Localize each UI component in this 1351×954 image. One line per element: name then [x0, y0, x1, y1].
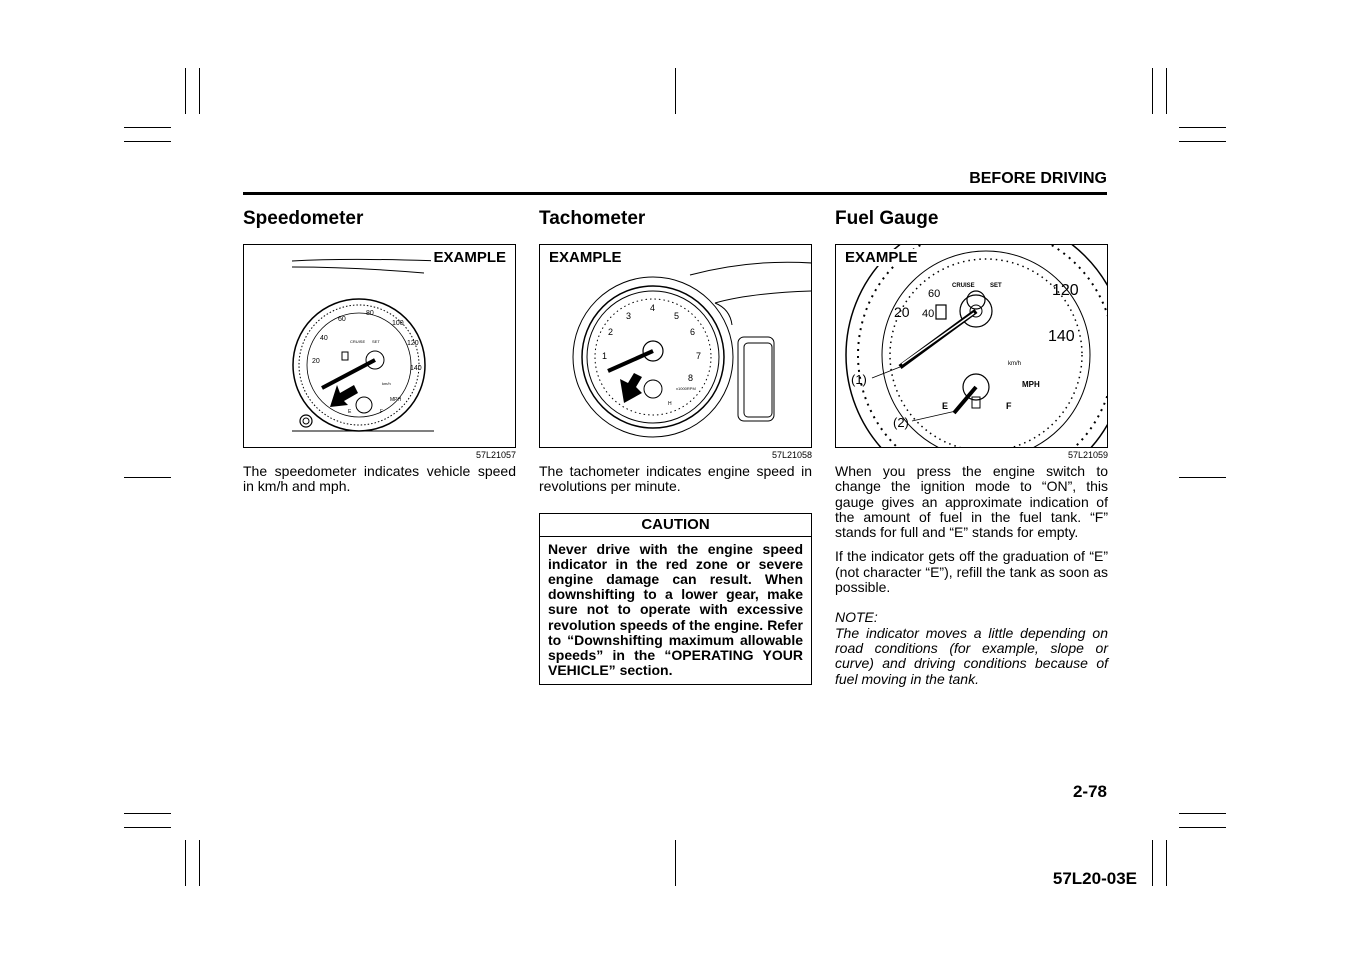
speed-tick-80: 80 [366, 310, 374, 317]
speedometer-illustration [244, 245, 516, 448]
rpm-tick-8: 8 [688, 373, 694, 383]
full-label: F [1006, 401, 1012, 411]
note-label: NOTE: [835, 609, 878, 626]
document-code: 57L20-03E [1052, 869, 1137, 888]
example-label: EXAMPLE [845, 249, 918, 266]
hot-label: H [668, 401, 672, 407]
kmh-label: km/h [382, 381, 391, 386]
crop-mark [1152, 840, 1153, 886]
example-label: EXAMPLE [433, 249, 506, 266]
speed-tick-40: 40 [320, 335, 328, 342]
crop-mark [124, 141, 171, 142]
fuel-gauge-section [835, 206, 1108, 687]
rpm-tick-7: 7 [696, 351, 702, 361]
mph-label: MPH [390, 397, 402, 403]
rpm-tick-1: 1 [602, 351, 608, 361]
speedometer-figure [243, 244, 516, 448]
set-label: SET [990, 283, 1002, 289]
speed-tick-100: 100 [392, 320, 404, 327]
speed-tick-120: 120 [1052, 282, 1079, 299]
speed-tick-60: 60 [928, 288, 941, 300]
full-label: F [380, 409, 384, 415]
cruise-label: CRUISE [350, 339, 366, 344]
rpm-tick-6: 6 [690, 327, 696, 337]
fuel-gauge-paragraph-1: When you press the engine switch to change the ignition mode to “ON”, this gauge gives an approximate indication of the amount of fuel in the fuel tank. “F” stands for full and “E” stands for empty. [835, 463, 1108, 541]
crop-mark [199, 68, 200, 114]
rpm-tick-4: 4 [650, 303, 656, 313]
tachometer-title: Tachometer [539, 208, 646, 229]
speed-tick-140: 140 [1048, 328, 1075, 345]
empty-label: E [348, 409, 352, 415]
rpm-unit-label: x1000RPM [676, 386, 696, 391]
tachometer-figure [539, 244, 812, 448]
crop-mark [185, 68, 186, 114]
speed-tick-140: 140 [410, 365, 422, 372]
crop-mark [1152, 68, 1153, 114]
crop-mark [675, 840, 676, 886]
speed-tick-20: 20 [894, 304, 910, 320]
tachometer-section [539, 206, 812, 685]
callout-2: (2) [893, 415, 909, 430]
callout-1: (1) [851, 372, 867, 387]
crop-mark [124, 127, 171, 128]
fuel-gauge-figure [835, 244, 1108, 448]
example-label: EXAMPLE [549, 249, 622, 266]
speed-tick-120: 120 [407, 340, 419, 347]
speedometer-section [243, 206, 516, 495]
figure-code: 57L21057 [475, 450, 516, 460]
note-text: The indicator moves a little depending on road conditions (for example, slope or curve) and driving conditions because of fuel moving in the tank. [835, 624, 1108, 687]
speed-tick-60: 60 [338, 316, 346, 323]
fuel-gauge-paragraph-2: If the indicator gets off the graduation of “E” (not character “E”), refill the tank as soon as possible. [835, 548, 1108, 596]
tachometer-illustration [540, 245, 812, 448]
figure-code: 57L21059 [1067, 450, 1108, 460]
crop-mark [199, 840, 200, 886]
crop-mark [1179, 813, 1226, 814]
speedometer-title: Speedometer [243, 208, 364, 229]
crop-mark [675, 68, 676, 114]
speed-tick-40: 40 [922, 308, 935, 320]
caution-box [539, 513, 812, 686]
crop-mark [1179, 477, 1226, 478]
crop-mark [1179, 141, 1226, 142]
rpm-tick-2: 2 [608, 327, 614, 337]
set-label: SET [372, 339, 380, 344]
crop-mark [1166, 840, 1167, 886]
rpm-tick-5: 5 [674, 311, 680, 321]
caution-body: Never drive with the engine speed indicator in the red zone or severe engine damage can result. When downshifting to a lower gear, make sure not to operate with excessive revolution speeds of the engine. Refer to “Downshifting maximum allowable speeds” in the “OPERATING YOUR VEHICLE” section. [548, 540, 803, 679]
header-rule [243, 192, 1107, 195]
crop-mark [124, 813, 171, 814]
rpm-tick-3: 3 [626, 311, 632, 321]
empty-label: E [942, 401, 949, 411]
fuel-gauge-title: Fuel Gauge [835, 208, 939, 229]
caution-title: CAUTION [540, 514, 811, 537]
speed-tick-20: 20 [312, 358, 320, 365]
crop-mark [124, 477, 171, 478]
tachometer-description: The tachometer indicates engine speed in revolutions per minute. [539, 463, 812, 495]
section-header: BEFORE DRIVING [969, 170, 1107, 187]
crop-mark [124, 827, 171, 828]
figure-code: 57L21058 [771, 450, 812, 460]
speedometer-description: The speedometer indicates vehicle speed in km/h and mph. [243, 463, 516, 495]
crop-mark [185, 840, 186, 886]
page-number: 2-78 [1072, 782, 1107, 801]
fuel-gauge-illustration [836, 245, 1108, 448]
crop-mark [1179, 127, 1226, 128]
cruise-label: CRUISE [952, 283, 975, 289]
crop-mark [1179, 827, 1226, 828]
crop-mark [1166, 68, 1167, 114]
kmh-label: km/h [1008, 361, 1022, 367]
mph-label: MPH [1022, 380, 1040, 389]
